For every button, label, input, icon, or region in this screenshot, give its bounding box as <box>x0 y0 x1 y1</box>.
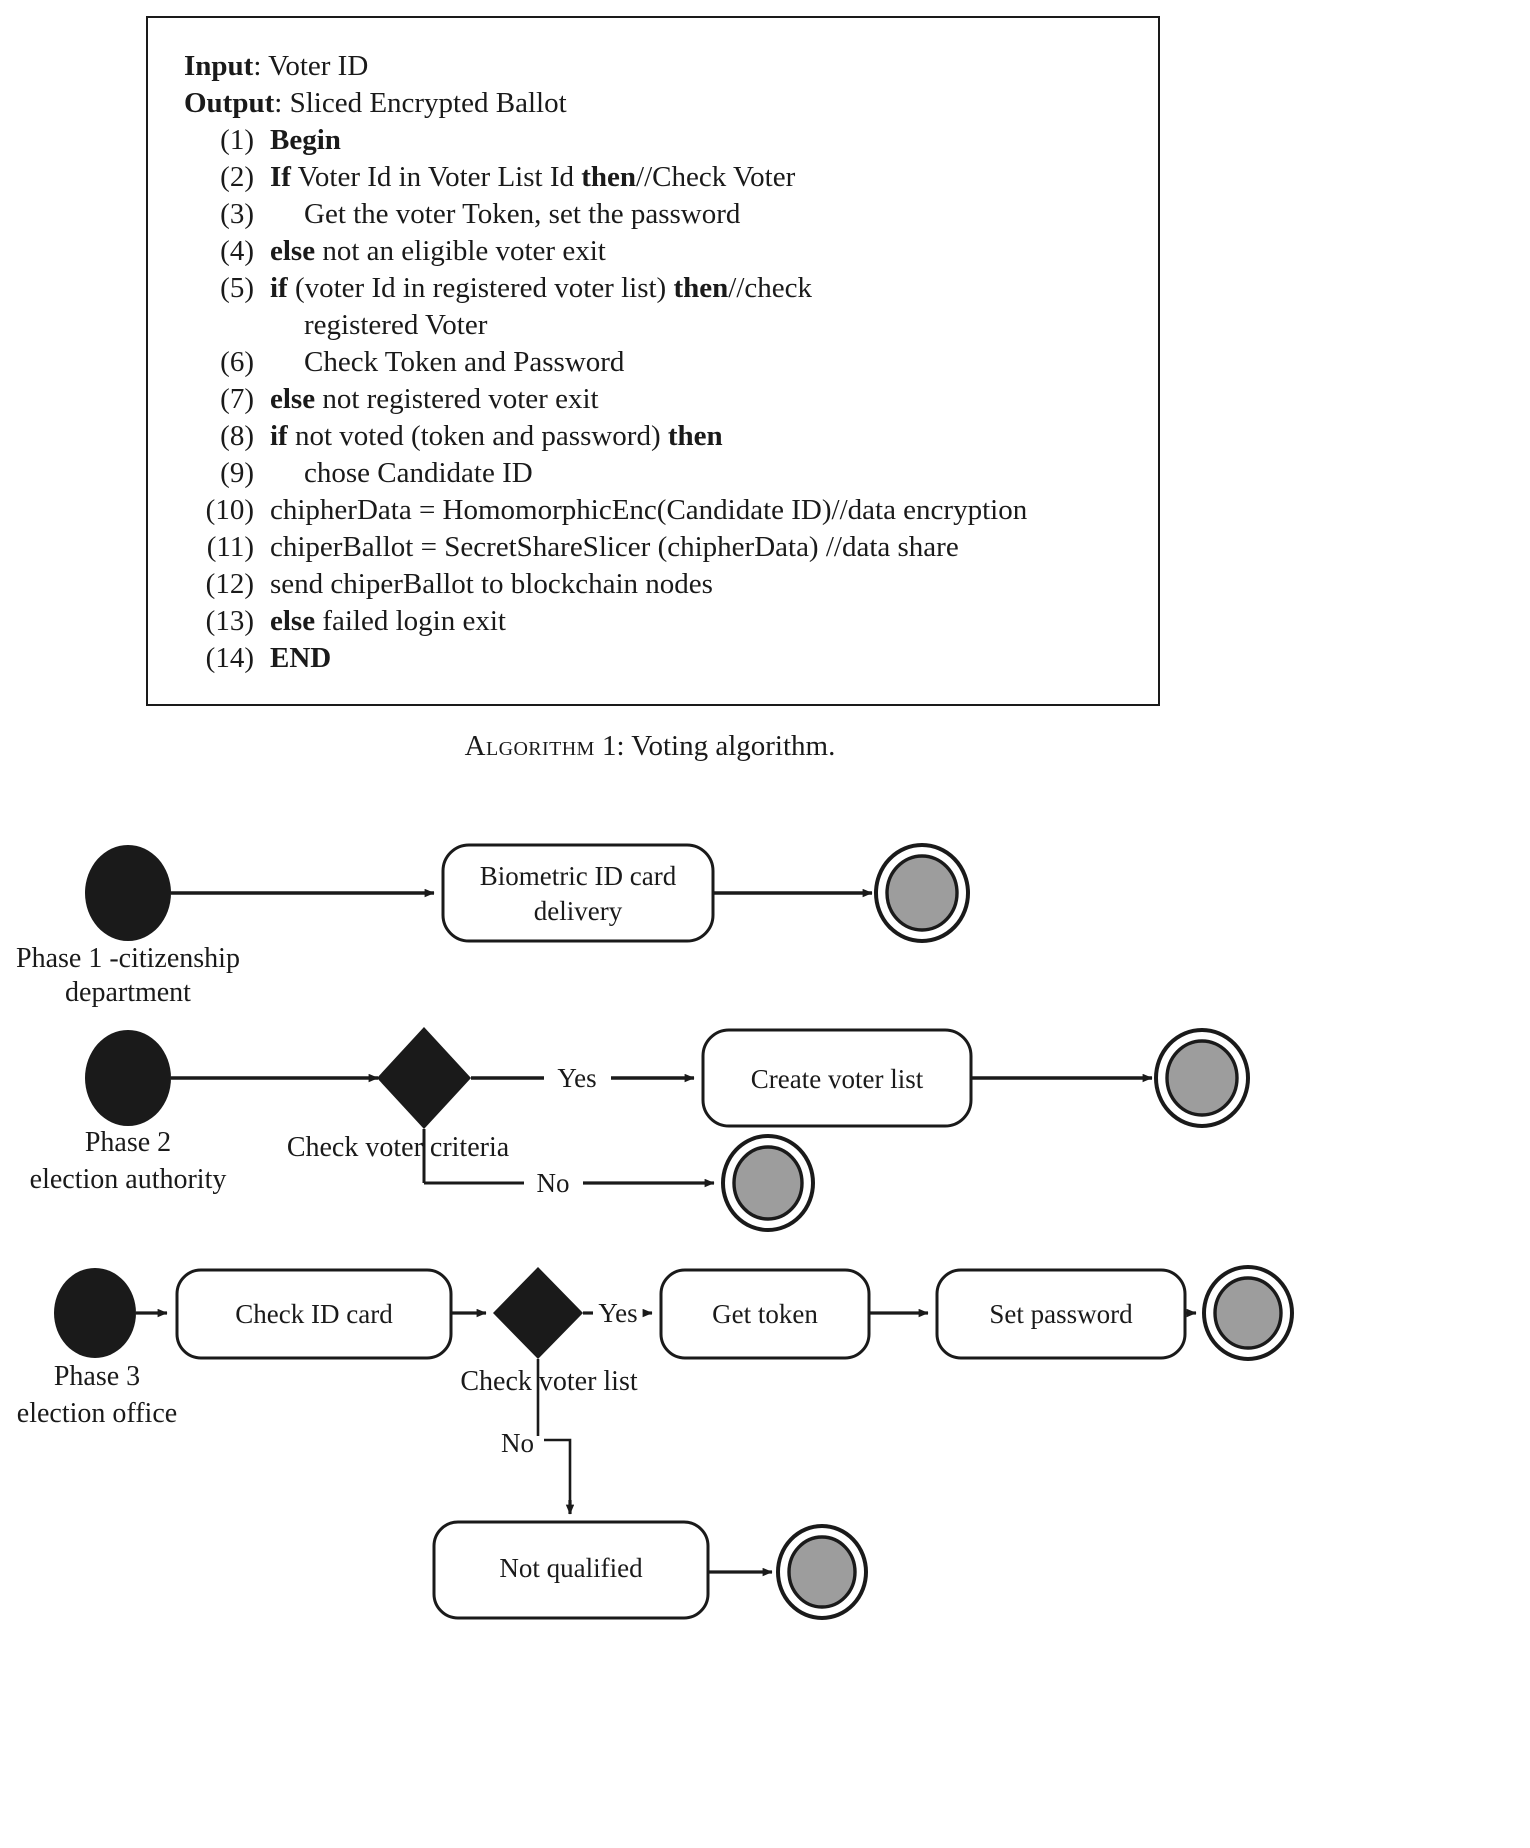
phase-3-edge-no-elbow <box>544 1440 570 1506</box>
phase-1-activity-biometric-id-card-delivery[interactable] <box>443 845 713 941</box>
algorithm-step-number: (6) <box>220 346 254 378</box>
algorithm-step-row <box>184 196 1148 233</box>
algorithm-box <box>146 16 1160 706</box>
phase-2-activity-label: Create voter list <box>750 1064 924 1094</box>
algorithm-step-number: (1) <box>220 124 254 156</box>
algorithm-step-row <box>184 344 1148 381</box>
algorithm-output-colon: : <box>274 87 290 119</box>
phase-2-edge-label-yes: Yes <box>557 1063 597 1093</box>
algorithm-step-row <box>184 159 1148 196</box>
algorithm-step-number: (11) <box>206 531 254 563</box>
algorithm-step-row <box>184 270 1148 307</box>
algorithm-step-text: registered Voter <box>304 309 488 341</box>
algorithm-caption-number: 1 <box>601 730 617 762</box>
phase-2-edge-label-no: No <box>536 1168 570 1198</box>
algorithm-step-number: (4) <box>220 235 254 267</box>
algorithm-caption-text: Voting algorithm. <box>631 730 836 762</box>
algorithm-output-line <box>184 85 1148 122</box>
algorithm-step-row <box>184 122 1148 159</box>
phase-3-initial-node[interactable] <box>54 1268 136 1358</box>
algorithm-step-row <box>184 529 1148 566</box>
algorithm-step-number: (12) <box>205 568 254 600</box>
algorithm-step-row <box>184 640 1148 677</box>
phase-1-caption-line1: Phase 1 -citizenship <box>16 943 240 974</box>
phase-3-decision-label: Check voter list <box>460 1366 638 1397</box>
algorithm-steps <box>184 122 1148 677</box>
phase-2-decision-label: Check voter criteria <box>286 1132 510 1163</box>
phases-flowchart <box>0 800 1530 1848</box>
phase-1-initial-node[interactable] <box>85 845 171 941</box>
algorithm-step-row <box>184 566 1148 603</box>
algorithm-input-label: Input <box>184 50 254 82</box>
phase-1-group <box>16 845 968 1008</box>
phase-2-caption-line1: Phase 2 <box>84 1127 172 1158</box>
algorithm-step-text: else failed login exit <box>270 605 506 637</box>
algorithm-step-number: (2) <box>220 161 254 193</box>
algorithm-caption-colon: : <box>616 730 632 762</box>
algorithm-step-row <box>184 492 1148 529</box>
algorithm-step-number: (8) <box>220 420 254 452</box>
algorithm-step-text: if not voted (token and password) then <box>270 420 723 452</box>
algorithm-step-text: if (voter Id in registered voter list) then//check <box>270 272 812 304</box>
phase-2-caption-line2: election authority <box>29 1164 227 1195</box>
algorithm-step-text: Begin <box>270 124 341 156</box>
phase-3-activity-check-id-card-label: Check ID card <box>235 1299 393 1329</box>
algorithm-input-colon: : <box>253 50 269 82</box>
phase-3-activity-get-token-label: Get token <box>712 1299 818 1329</box>
algorithm-step-number: (3) <box>220 198 254 230</box>
algorithm-step-number: (10) <box>205 494 254 526</box>
algorithm-step-text: END <box>270 642 332 674</box>
algorithm-step-number: (14) <box>205 642 254 674</box>
phase-2-final-node-no[interactable] <box>723 1136 813 1230</box>
phase-3-activity-set-password-label: Set password <box>989 1299 1133 1329</box>
phase-3-caption-line1: Phase 3 <box>53 1361 141 1392</box>
algorithm-step-text: send chiperBallot to blockchain nodes <box>270 568 713 600</box>
algorithm-step-text: else not registered voter exit <box>270 383 599 415</box>
phase-2-decision-check-voter-criteria[interactable] <box>377 1027 471 1129</box>
algorithm-step-row <box>184 381 1148 418</box>
algorithm-step-row <box>184 418 1148 455</box>
algorithm-step-text: chose Candidate ID <box>304 457 533 489</box>
algorithm-step-number: (13) <box>205 605 254 637</box>
algorithm-step-text: chipherData = HomomorphicEnc(Candidate ID)//data encryption <box>270 494 1028 526</box>
phase-2-final-node-yes[interactable] <box>1156 1030 1248 1126</box>
algorithm-step-text: If Voter Id in Voter List Id then//Check Voter <box>270 161 796 193</box>
algorithm-step-text: chiperBallot = SecretShareSlicer (chipherData) //data share <box>270 531 959 563</box>
phase-3-decision-check-voter-list[interactable] <box>493 1267 583 1359</box>
algorithm-step-text: Check Token and Password <box>304 346 625 378</box>
phase-1-activity-label-line2: delivery <box>533 896 623 926</box>
algorithm-step-row <box>184 455 1148 492</box>
algorithm-step-text: else not an eligible voter exit <box>270 235 606 267</box>
phase-3-group <box>17 1267 1292 1618</box>
phase-1-caption-line2: department <box>65 977 191 1008</box>
algorithm-step-row <box>184 233 1148 270</box>
algorithm-caption-prefix: Algorithm <box>464 730 595 762</box>
algorithm-input-line <box>184 48 1148 85</box>
algorithm-step-text: Get the voter Token, set the password <box>304 198 741 230</box>
phase-1-activity-label-line1: Biometric ID card <box>479 861 677 891</box>
phase-3-caption-line2: election office <box>16 1398 178 1429</box>
algorithm-input-value: Voter ID <box>268 50 369 82</box>
phase-3-final-node-no[interactable] <box>778 1526 866 1618</box>
algorithm-step-number: (7) <box>220 383 254 415</box>
algorithm-step-row <box>184 603 1148 640</box>
phase-3-final-node-yes[interactable] <box>1204 1267 1292 1359</box>
algorithm-step-number: (5) <box>220 272 254 304</box>
algorithm-step-row <box>184 307 1148 344</box>
algorithm-caption <box>0 730 1300 763</box>
phase-3-edge-label-no: No <box>501 1428 534 1458</box>
algorithm-listing <box>184 48 1148 677</box>
phase-3-edge-label-yes: Yes <box>598 1298 638 1328</box>
phase-2-initial-node[interactable] <box>85 1030 171 1126</box>
algorithm-caption-sep <box>595 730 602 762</box>
algorithm-output-value: Sliced Encrypted Ballot <box>289 87 567 119</box>
algorithm-step-number: (9) <box>220 457 254 489</box>
phase-3-activity-not-qualified-label: Not qualified <box>499 1553 643 1583</box>
phase-1-final-node[interactable] <box>876 845 968 941</box>
algorithm-output-label: Output <box>184 87 275 119</box>
phase-2-group <box>30 1027 1248 1230</box>
